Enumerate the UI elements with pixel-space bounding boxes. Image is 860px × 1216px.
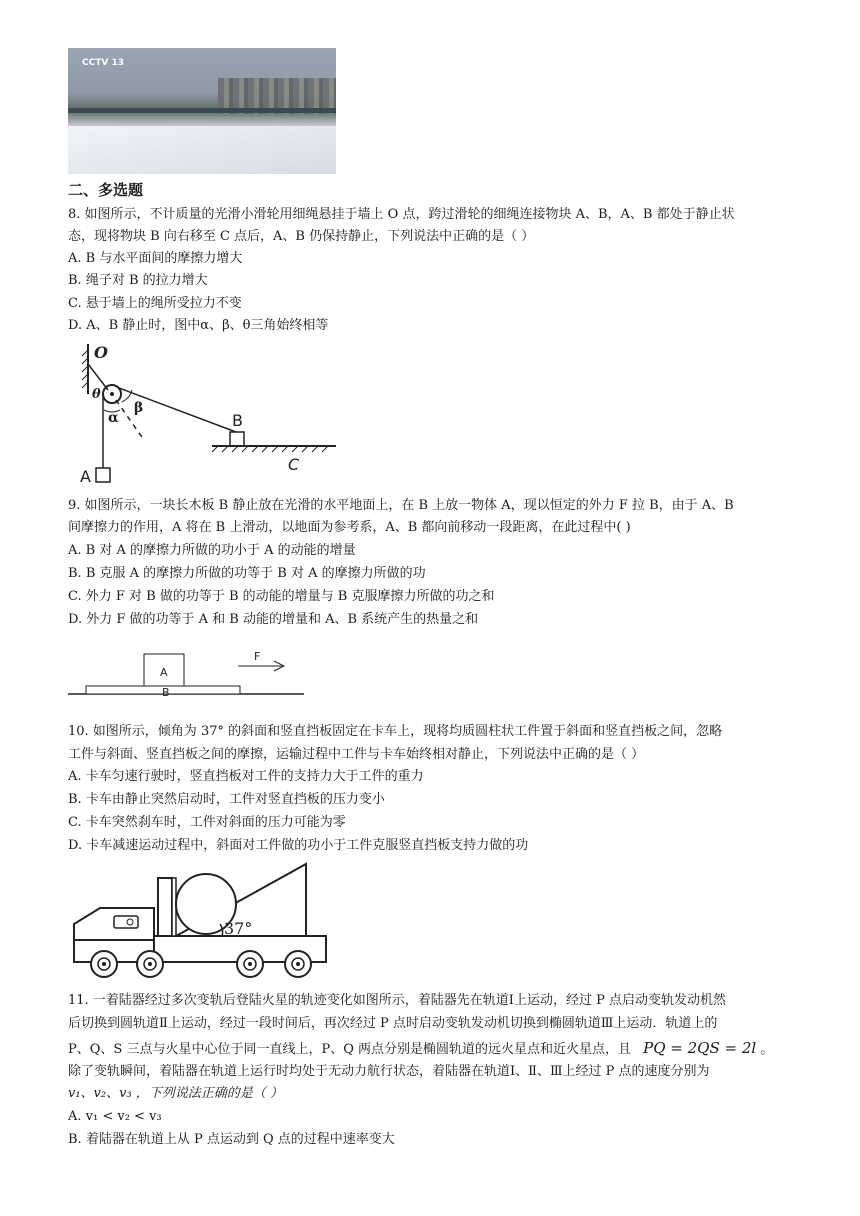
q9-stem-line2: 间摩擦力的作用，A 将在 B 上滑动，以地面为参考系，A、B 都向前移动一段距离，在此过程中( ) — [68, 520, 631, 535]
q11-stem-line4: 除了变轨瞬间，着陆器在轨道上运行时均处于无动力航行状态，着陆器在轨道Ⅰ、Ⅱ、Ⅲ上经过 P 点的速度分别为 — [68, 1064, 710, 1079]
ski-jump-photo — [68, 48, 336, 174]
photo-logo: CCTV 13 — [82, 58, 124, 68]
q10-option-c: C. 卡车突然刹车时，工件对斜面的压力可能为零 — [68, 815, 346, 830]
q10-truck-figure — [70, 858, 332, 984]
q8-label-alpha: α — [108, 410, 119, 426]
q9-label-a: A — [160, 666, 168, 679]
q8-stem-line2: 态，现将物块 B 向右移至 C 点后，A、B 仍保持静止，下列说法中正确的是（ ） — [68, 229, 535, 244]
q8-stem-line1: 8. 如图所示，不计质量的光滑小滑轮用细绳悬挂于墙上 O 点，跨过滑轮的细绳连接物块 A、B，A、B 都处于静止状 — [68, 207, 735, 222]
photo-railing — [68, 108, 336, 113]
q8-option-a: A. B 与水平面间的摩擦力增大 — [68, 251, 243, 266]
q11-stem-line3-end: 。 — [760, 1042, 774, 1057]
q10-option-a: A. 卡车匀速行驶时，竖直挡板对工件的支持力大于工件的重力 — [68, 769, 424, 784]
q9-option-d: D. 外力 F 做的功等于 A 和 B 动能的增量和 A、B 系统产生的热量之和 — [68, 612, 479, 627]
q8-label-beta: β — [134, 400, 144, 416]
q8-label-o: O — [94, 343, 108, 362]
q8-label-a: A — [80, 467, 91, 486]
section-title: 二、多选题 — [68, 181, 144, 199]
q9-option-b: B. B 克服 A 的摩擦力所做的功等于 B 对 A 的摩擦力所做的功 — [68, 566, 426, 581]
q9-stem-line1: 9. 如图所示，一块长木板 B 静止放在光滑的水平地面上，在 B 上放一物体 A，现以恒定的外力 F 拉 B，由于 A、B — [68, 498, 734, 513]
q11-stem-line3 — [68, 1038, 773, 1060]
q8-label-b: B — [232, 411, 243, 430]
q11-stem-line3-text: P、Q、S 三点与火星中心位于同一直线上，P、Q 两点分别是椭圆轨道的远火星点和近火星点，且 — [68, 1042, 631, 1057]
q9-label-f: F — [254, 650, 261, 663]
q8-label-c: C — [288, 455, 300, 474]
q11-stem-line2: 后切换到圆轨道Ⅱ上运动，经过一段时间后，再次经过 P 点时启动变轨发动机切换到椭圆轨道Ⅲ上运动．轨道上的 — [68, 1016, 718, 1031]
q11-stem-line5: v₁、v₂、v₃ ，下列说法正确的是（ ） — [68, 1086, 283, 1101]
photo-ramp — [68, 126, 336, 174]
q8-option-c: C. 悬于墙上的绳所受拉力不变 — [68, 296, 242, 311]
q10-option-d: D. 卡车减速运动过程中，斜面对工件做的功小于工件克服竖直挡板支持力做的功 — [68, 838, 529, 853]
q8-option-b: B. 绳子对 B 的拉力增大 — [68, 273, 208, 288]
q11-equation: PQ = 2QS = 2l — [643, 1039, 757, 1057]
q10-stem-line2: 工件与斜面、竖直挡板之间的摩擦，运输过程中工件与卡车始终相对静止，下列说法中正确的是（ ） — [68, 747, 645, 762]
q11-stem-line1: 11. 一着陆器经过多次变轨后登陆火星的轨迹变化如图所示，着陆器先在轨道Ⅰ上运动，经过 P 点启动变轨发动机然 — [68, 993, 726, 1008]
q11-option-b: B. 着陆器在轨道上从 P 点运动到 Q 点的过程中速率变大 — [68, 1132, 395, 1147]
q9-board-figure — [68, 644, 308, 704]
q10-option-b: B. 卡车由静止突然启动时，工件对竖直挡板的压力变小 — [68, 792, 385, 807]
q9-label-b: B — [162, 686, 170, 699]
q11-option-a: A. v₁ < v₂ < v₃ — [68, 1109, 162, 1124]
q10-angle-label: 37° — [224, 919, 253, 938]
q9-option-c: C. 外力 F 对 B 做的功等于 B 的动能的增量与 B 克服摩擦力所做的功之和 — [68, 589, 495, 604]
q9-option-a: A. B 对 A 的摩擦力所做的功小于 A 的动能的增量 — [68, 543, 356, 558]
q8-pulley-figure — [74, 340, 344, 490]
q10-stem-line1: 10. 如图所示，倾角为 37° 的斜面和竖直挡板固定在卡车上，现将均质圆柱状工件置于斜面和竖直挡板之间，忽略 — [68, 724, 723, 739]
q8-label-theta: θ — [92, 387, 101, 402]
q8-option-d: D. A、B 静止时，图中α、β、θ三角始终相等 — [68, 318, 329, 333]
